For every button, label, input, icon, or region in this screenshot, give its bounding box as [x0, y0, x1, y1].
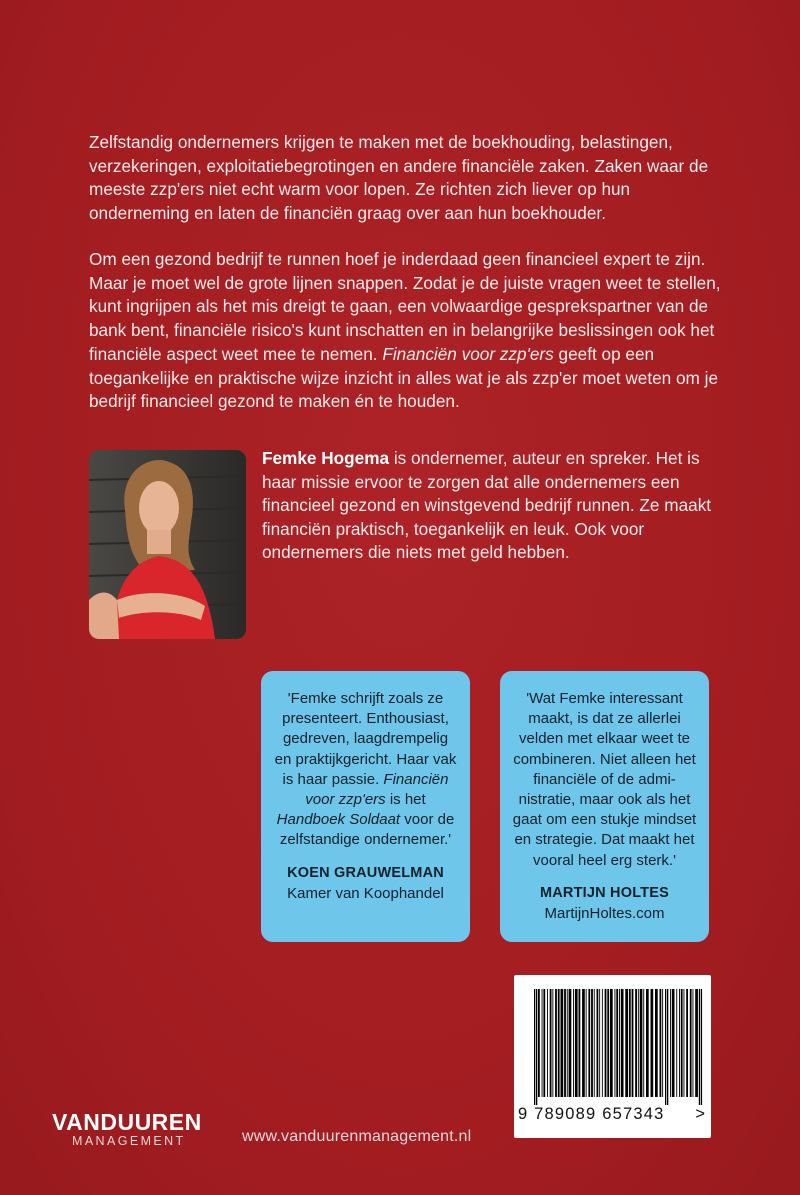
- barcode-guard-bar: [701, 989, 702, 1105]
- author-photo: [89, 450, 246, 639]
- barcode-bar: [558, 989, 560, 1097]
- barcode-bar: [588, 989, 590, 1097]
- barcode-bar: [579, 989, 581, 1097]
- barcode-bar: [679, 989, 680, 1097]
- barcode-bar: [569, 989, 572, 1097]
- barcode-bar: [686, 989, 688, 1097]
- barcode-bar: [573, 989, 574, 1097]
- barcode-bar: [591, 989, 593, 1097]
- barcode-bar: [693, 989, 694, 1097]
- barcode-bar: [602, 989, 603, 1097]
- barcode-guard-bar: [534, 989, 535, 1105]
- quote-author-2: MARTIJN HOLTES: [539, 884, 669, 901]
- barcode-bar: [629, 989, 631, 1097]
- barcode-bar: [646, 989, 649, 1097]
- quote-text-2: 'Wat Femke interessant maakt, is dat ze allerlei velden met elkaar weet te combineren. Niet alleen het financiële of de administratie, maar ook als het gaat om een stukje mindset en strategie. Dat maakt het vooral heel erg sterk.': [512, 690, 697, 869]
- barcode-guard-bar: [536, 989, 537, 1105]
- barcode-bar: [619, 989, 620, 1097]
- barcode-bar: [615, 989, 616, 1097]
- barcode-bar: [594, 989, 595, 1097]
- barcode-bar: [610, 989, 613, 1097]
- barcode-bar: [550, 989, 552, 1097]
- barcode-bar: [605, 989, 607, 1097]
- barcode-bar: [538, 989, 540, 1097]
- barcode-bar: [651, 989, 654, 1097]
- barcode: [514, 975, 711, 1138]
- author-portrait-image: [89, 450, 246, 639]
- barcode-bar: [564, 989, 566, 1097]
- barcode-bar: [607, 989, 609, 1097]
- book-title-inline: Financiën voor zzp'ers: [382, 343, 554, 364]
- barcode-bar: [625, 989, 628, 1097]
- barcode-bar: [662, 989, 663, 1097]
- barcode-bar: [586, 989, 587, 1097]
- barcode-bar: [552, 989, 553, 1097]
- barcode-bar: [542, 989, 543, 1097]
- barcode-bar: [575, 989, 578, 1097]
- publisher-website: www.vanduurenmanagement.nl: [242, 1128, 472, 1145]
- barcode-bar: [695, 989, 698, 1097]
- quote-organization-1: Kamer van Koophandel: [287, 884, 444, 902]
- quote-box-2: [500, 671, 709, 942]
- barcode-bar: [582, 989, 585, 1097]
- barcode-bar: [543, 989, 545, 1097]
- barcode-bar: [660, 989, 662, 1097]
- barcode-bar: [621, 989, 624, 1097]
- barcode-bar: [672, 989, 675, 1097]
- intro-paragraph-1: Zelfstandig ondernemers krijgen te maken met de boekhouding, belastingen, verzekeringen, exploitatiebegrotingen en andere financiële zaken. Zaken waar de meeste zzp'ers niet echt warm voor lopen. Ze richten zich liever op hun onderneming en laten de financiën graag over aan hun boekhouder.: [89, 132, 709, 224]
- barcode-bar: [616, 989, 618, 1097]
- barcode-bar: [676, 989, 677, 1097]
- quote-author-1: KOEN GRAUWELMAN: [287, 864, 444, 881]
- publisher-logo: [52, 1110, 202, 1148]
- barcode-guard-bar: [665, 989, 666, 1105]
- author-name: Femke Hogema: [262, 448, 390, 468]
- barcode-guard-bar: [667, 989, 668, 1105]
- author-bio: Femke Hogema is ondernemer, auteur en spreker. Het is haar missie ervoor te zorgen dat alle ondernemers een financieel gezond en winstgevend bedrijf runnen. Ze maakt financiën praktisch, toegankelijk en leuk. Ook voor ondernemers die niets met geld hebben.: [262, 448, 712, 563]
- publisher-logo-main: VANDUUREN: [52, 1109, 202, 1135]
- barcode-bar: [681, 989, 683, 1097]
- barcode-bar: [547, 989, 548, 1097]
- barcode-bar: [690, 989, 692, 1097]
- intro-paragraph-2: Om een gezond bedrijf te runnen hoef je inderdaad geen financieel expert te zijn. Maar je moet wel de grote lijnen snappen. Zodat je de juiste vragen weet te stellen, kunt ingrijpen als het mis dreigt te gaan, een volwaardige gesprekspartner van de bank bent, financiële risico's kunt inschatten en in belangrijke beslissingen ook het financiële aspect weet mee te nemen. Financiën voor zzp'ers geeft op een toegankelijke en praktische wijze inzicht in alles wat je als zzp'er moet weten om je bedrijf financieel gezond te maken én te houden.: [89, 249, 721, 412]
- barcode-bar: [638, 989, 639, 1097]
- publisher-logo-sub: MANAGEMENT: [72, 1134, 186, 1148]
- isbn-number: 9 789089 657343: [518, 1105, 665, 1123]
- barcode-bars: [514, 975, 711, 1105]
- quote-text-1: 'Femke schrijft zoals ze presenteert. Enthousiast, gedreven, laagdrempelig en praktijkgericht. Haar vak is haar passie. Financiën voor zzp'ers is het Handboek Soldaat voor de zelfstandige ondernemer.': [274, 690, 457, 849]
- barcode-bar: [643, 989, 644, 1097]
- barcode-bar: [635, 989, 637, 1097]
- barcode-bar: [670, 989, 671, 1097]
- barcode-bar: [684, 989, 685, 1097]
- barcode-bar: [599, 989, 600, 1097]
- barcode-bar: [640, 989, 643, 1097]
- barcode-bar: [632, 989, 634, 1097]
- barcode-bar: [567, 989, 568, 1097]
- quote-box-1: [261, 671, 470, 942]
- barcode-arrow: >: [695, 1105, 705, 1123]
- barcode-bar: [555, 989, 557, 1097]
- barcode-guard-bar: [699, 989, 700, 1105]
- barcode-bar: [655, 989, 658, 1097]
- barcode-bar: [561, 989, 564, 1097]
- barcode-bar: [597, 989, 599, 1097]
- quote-organization-2: MartijnHoltes.com: [544, 904, 665, 922]
